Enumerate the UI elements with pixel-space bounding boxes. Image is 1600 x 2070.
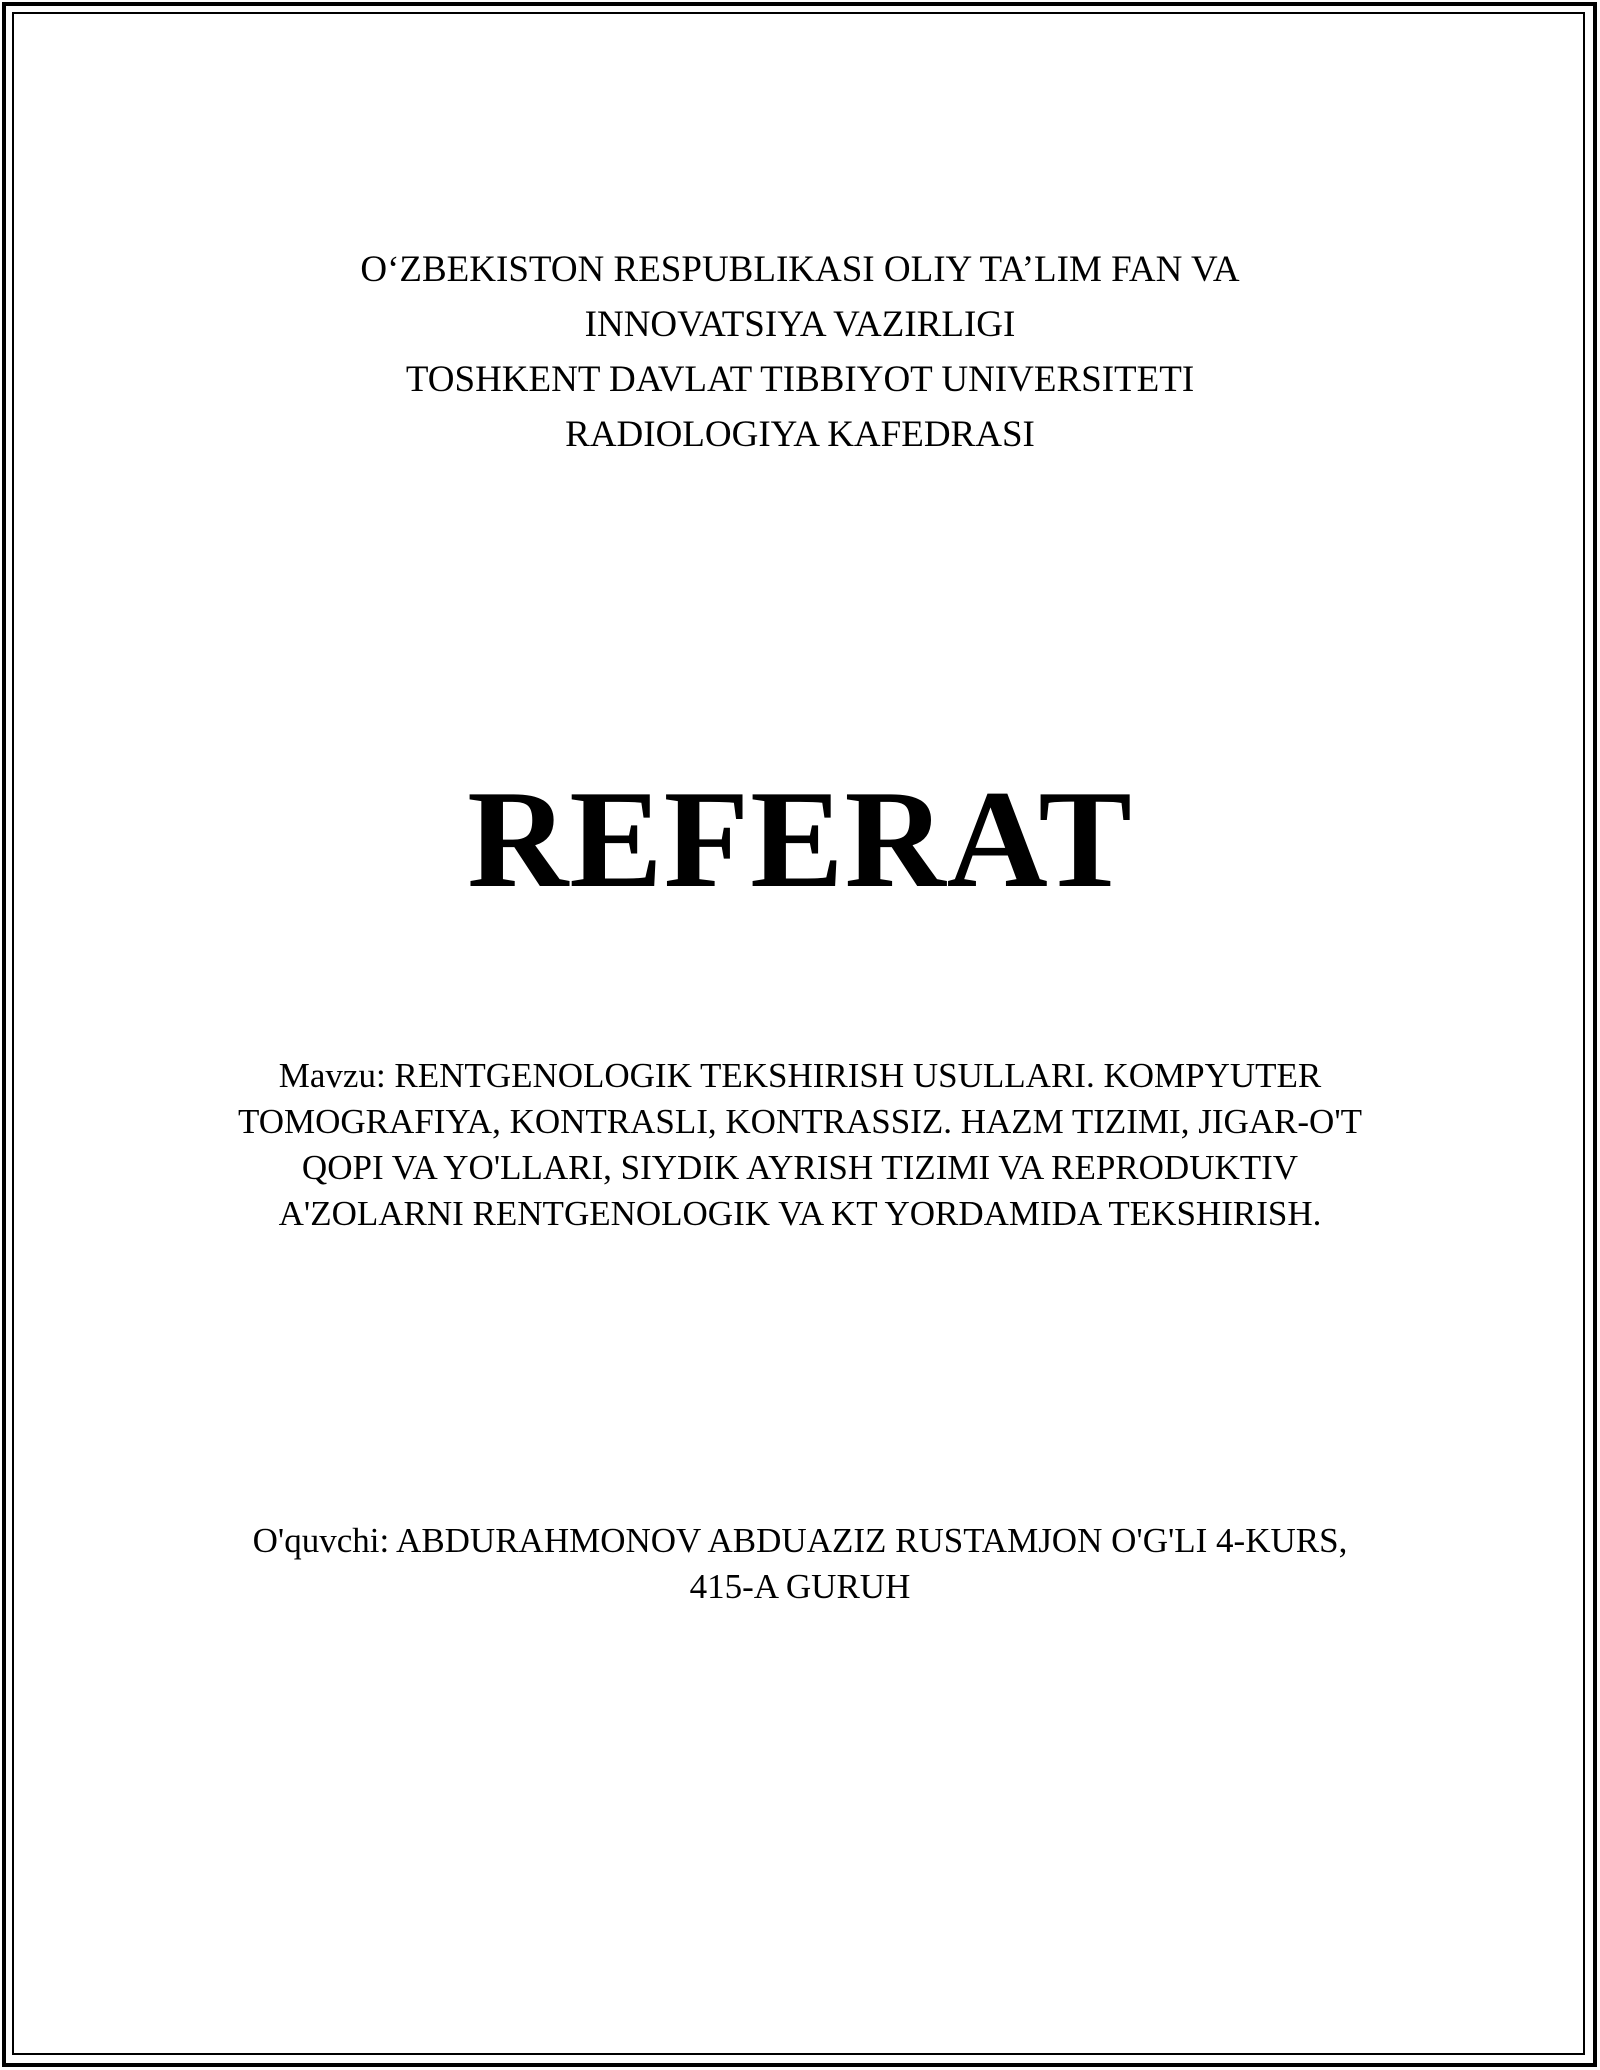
document-title: REFERAT — [467, 762, 1133, 917]
header-line-ministry-1: O‘ZBEKISTON RESPUBLIKASI OLIY TA’LIM FAN VA — [360, 249, 1240, 290]
header-line-ministry-2: INNOVATSIYA VAZIRLIGI — [584, 304, 1016, 345]
header-line-university: TOSHKENT DAVLAT TIBBIYOT UNIVERSITETI — [405, 359, 1195, 400]
institution-header — [220, 242, 1380, 462]
topic-text: Mavzu: RENTGENOLOGIK TEKSHIRISH USULLARI. KOMPYUTER TOMOGRAFIYA, KONTRASLI, KONTRASSIZ. HAZM TIZIMI, JIGAR-O'T QOPI VA YO'LLARI, SIYDIK AYRISH TIZIMI VA REPRODUKTIV A'ZOLARNI RENTGENOLOGIK VA KT YORDAMIDA TEKSHIRISH. — [237, 1056, 1363, 1233]
header-line-department: RADIOLOGIYA KAFEDRASI — [565, 414, 1035, 455]
student-info: O'quvchi: ABDURAHMONOV ABDUAZIZ RUSTAMJON O'G'LI 4-KURS, 415-A GURUH — [252, 1521, 1348, 1606]
